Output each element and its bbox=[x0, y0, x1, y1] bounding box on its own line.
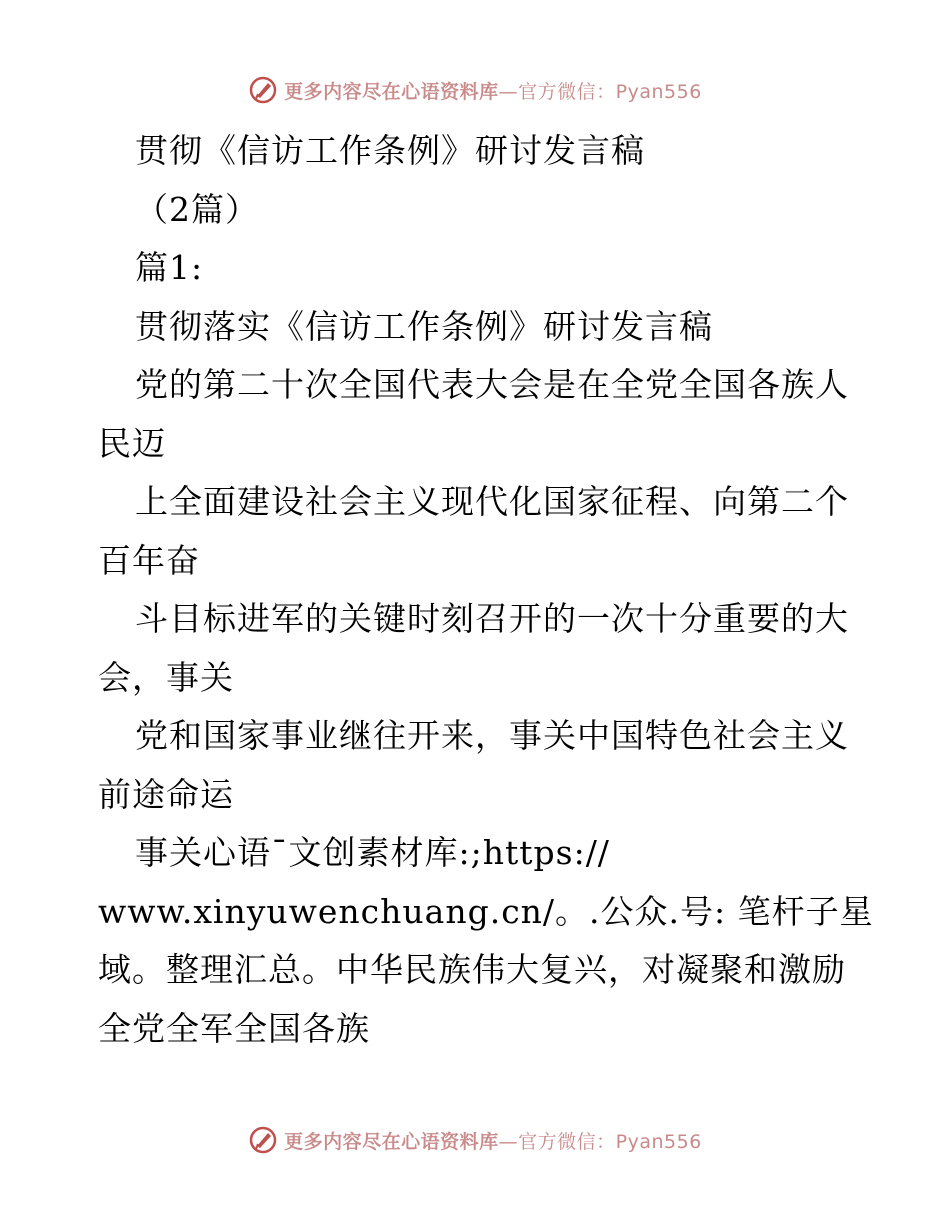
watermark-contact: 官方微信：Pyan556 bbox=[518, 1130, 702, 1153]
document-line: 党和国家事业继往开来，事关中国特色社会主义 bbox=[135, 716, 849, 755]
watermark-text bbox=[284, 1127, 702, 1154]
document-line: www.xinyuwenchuang.cn/。.公众.号: 笔杆子星 bbox=[98, 891, 874, 931]
document-line: 民迈 bbox=[98, 423, 166, 463]
document-line: 事关心语¯文创素材库:;https:// bbox=[135, 833, 610, 872]
document-line: 贯彻《信访工作条例》研讨发言稿 bbox=[135, 131, 645, 170]
document-line: 全党全军全国各族 bbox=[98, 1008, 370, 1048]
watermark-separator: — bbox=[498, 80, 519, 103]
document-body bbox=[98, 122, 874, 1058]
document-line: 百年奋 bbox=[98, 540, 200, 580]
watermark-brand: 更多内容尽在心语资料库 bbox=[284, 80, 499, 103]
document-line: （2篇） bbox=[135, 189, 259, 229]
document-line: 会，事关 bbox=[98, 657, 234, 697]
document-line: 斗目标进军的关键时刻召开的一次十分重要的大 bbox=[135, 599, 849, 638]
quill-pen-logo-icon bbox=[248, 1125, 278, 1155]
watermark-separator: — bbox=[498, 1130, 519, 1153]
document-line: 党的第二十次全国代表大会是在全党全国各族人 bbox=[135, 365, 849, 404]
watermark-text bbox=[284, 77, 702, 104]
document-line: 上全面建设社会主义现代化国家征程、向第二个 bbox=[135, 482, 849, 521]
watermark-brand: 更多内容尽在心语资料库 bbox=[284, 1130, 499, 1153]
watermark-contact: 官方微信：Pyan556 bbox=[518, 80, 702, 103]
header-watermark bbox=[0, 70, 950, 110]
document-line: 前途命运 bbox=[98, 774, 234, 814]
document-line: 贯彻落实《信访工作条例》研讨发言稿 bbox=[135, 306, 713, 346]
document-line: 域。整理汇总。中华民族伟大复兴，对凝聚和激励 bbox=[98, 950, 846, 989]
document-line: 篇1: bbox=[135, 248, 204, 287]
footer-watermark bbox=[0, 1120, 950, 1160]
quill-pen-logo-icon bbox=[248, 75, 278, 105]
